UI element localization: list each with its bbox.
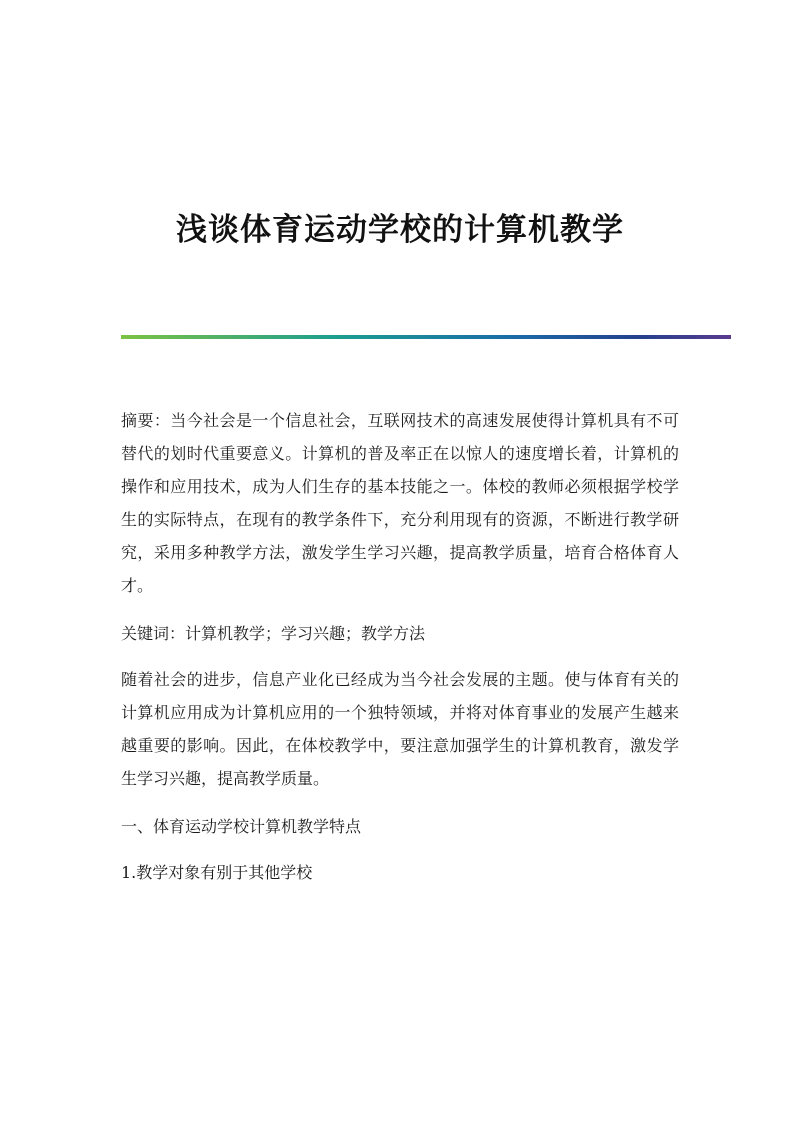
- keywords-line: 关键词：计算机教学；学习兴趣；教学方法: [121, 624, 426, 643]
- document-body: [121, 404, 679, 902]
- title-divider: [121, 335, 731, 339]
- intro-paragraph: 随着社会的进步，信息产业化已经成为当今社会发展的主题。使与体育有关的计算机应用成为计算机应用的一个独特领域，并将对体育事业的发展产生越来越重要的影响。因此，在体校教学中，要注意加强学生的计算机教育，激发学生学习兴趣，提高教学质量。: [121, 670, 679, 788]
- subsection-heading: 1.教学对象有别于其他学校: [121, 863, 313, 882]
- page-title: 浅谈体育运动学校的计算机教学: [176, 211, 624, 248]
- section-heading: 一、体育运动学校计算机教学特点: [121, 817, 362, 836]
- abstract-paragraph: 摘要：当今社会是一个信息社会，互联网技术的高速发展使得计算机具有不可替代的划时代重要意义。计算机的普及率正在以惊人的速度增长着，计算机的操作和应用技术，成为人们生存的基本技能之一。体校的教师必须根据学校学生的实际特点，在现有的教学条件下，充分利用现有的资源，不断进行教学研究，采用多种教学方法，激发学生学习兴趣，提高教学质量，培育合格体育人才。: [121, 411, 679, 595]
